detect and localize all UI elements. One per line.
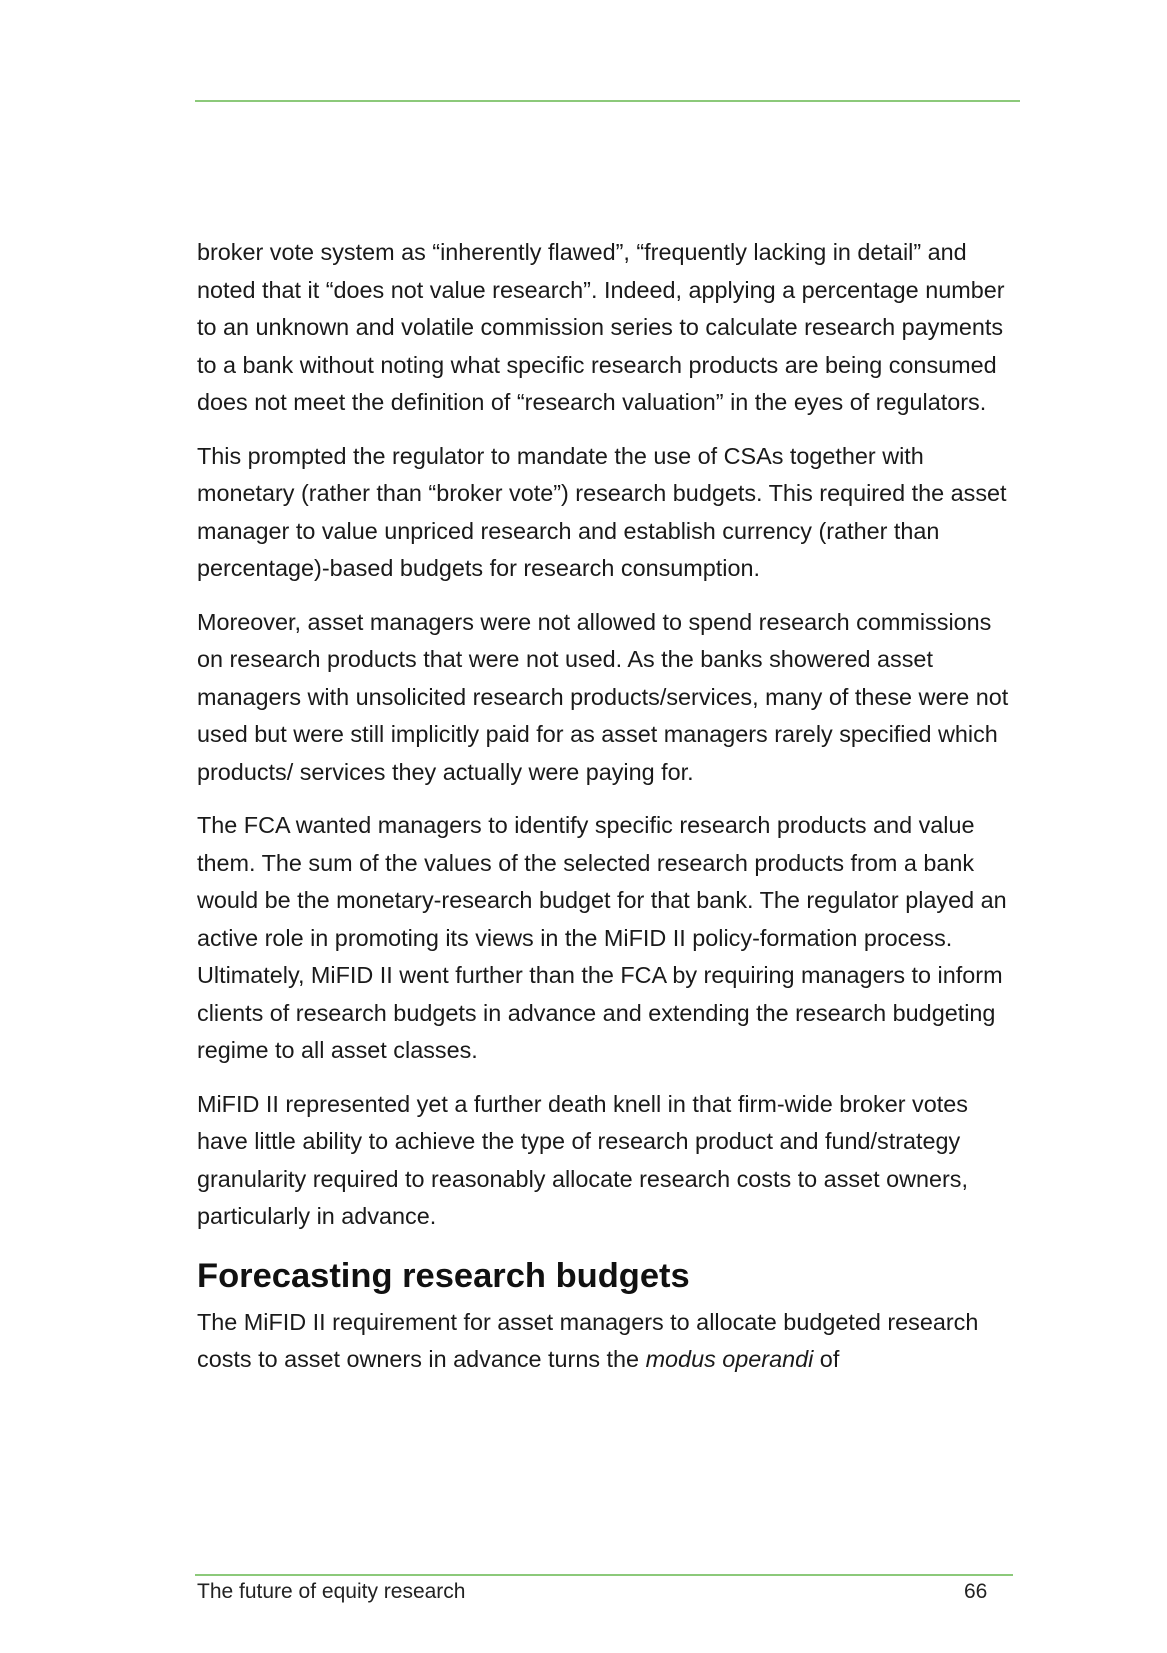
paragraph-broker-vote: broker vote system as “inherently flawed”, “frequently lacking in detail” and noted that it “does not value research”. Indeed, applying a percentage number to an unknown and volatile commission series to calculate research payments to a bank without noting what specific research products are being consumed does not meet the definition of “research valuation” in the eyes of regulators. (197, 239, 1005, 415)
section-intro-paragraph (197, 1304, 1017, 1379)
paragraph-unused-research: Moreover, asset managers were not allowed to spend research commissions on research products that were not used. As the banks showered asset managers with unsolicited research products/services, many of these were not used but were still implicitly paid for as asset managers rarely specified which products/ services they actually were paying for. (197, 608, 1009, 785)
header-rule (195, 100, 1020, 102)
intro-text-italic: modus operandi (645, 1346, 814, 1372)
footer-rule (195, 1574, 1013, 1576)
paragraph-csa-mandate: This prompted the regulator to mandate the use of CSAs together with monetary (rather than “broker vote”) research budgets. This required the asset manager to value unpriced research and establish currency (rather than percentage)-based budgets for research consumption. (197, 442, 1007, 581)
footer-title: The future of equity research (197, 1580, 466, 1603)
page-number: 66 (964, 1580, 988, 1603)
main-content (197, 234, 1017, 1395)
paragraph-fca-valuation: The FCA wanted managers to identify specific research products and value them. The sum of the values of the selected research products from a bank would be the monetary-research budget for that bank. The regulator played an active role in promoting its views in the MiFID II policy-formation process. Ultimately, MiFID II went further than the FCA by requiring managers to inform clients of research budgets in advance and extending the research budgeting regime to all asset classes. (197, 812, 1007, 1063)
paragraph-mifid-death-knell: MiFID II represented yet a further death knell in that firm-wide broker votes have little ability to achieve the type of research product and fund/strategy granularity required to reasonably allocate research costs to asset owners, particularly in advance. (197, 1090, 968, 1229)
intro-text-start: The MiFID II requirement for asset managers to allocate budgeted research costs to asset owners in advance turns the (197, 1308, 979, 1372)
section-heading: Forecasting research budgets (197, 1256, 690, 1295)
intro-text-end: of (813, 1346, 840, 1372)
